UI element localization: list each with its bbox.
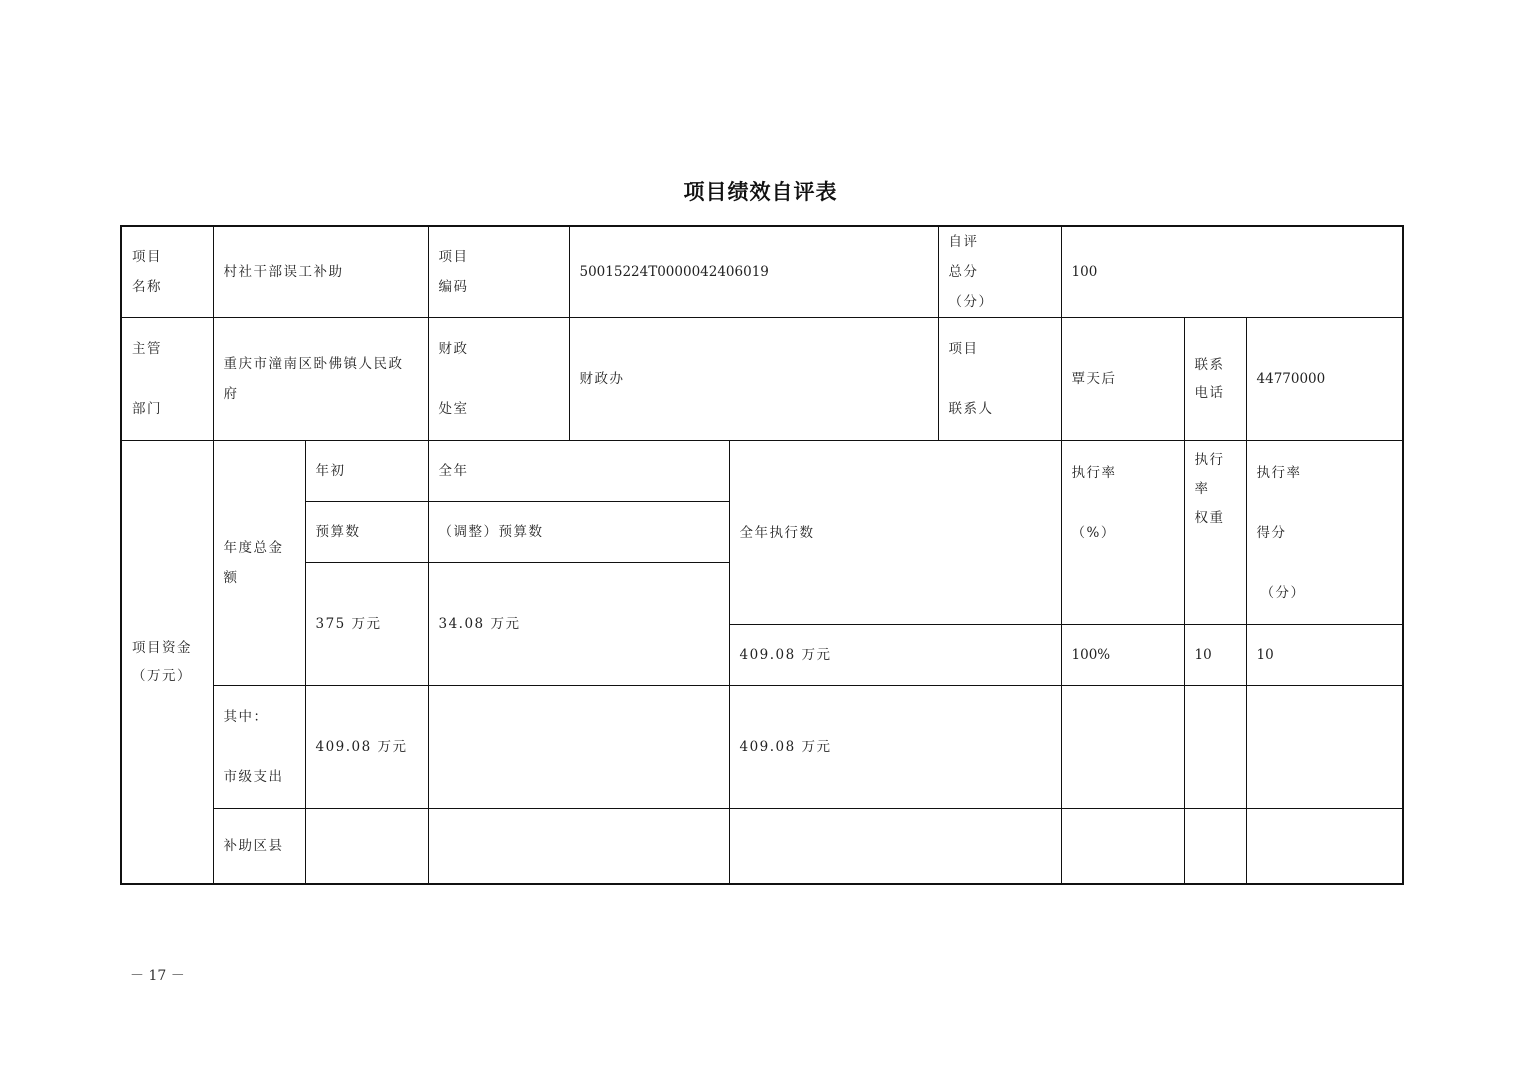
county-executed-cell xyxy=(729,809,1061,884)
weight-value: 10 xyxy=(1184,625,1246,686)
initial-budget-label-1: 年初 xyxy=(305,441,428,502)
department-label: 主管 部门 xyxy=(121,318,213,441)
phone-value: 44770000 xyxy=(1246,318,1403,441)
rate-score-value: 10 xyxy=(1246,625,1403,686)
executed-value: 409.08 万元 xyxy=(729,625,1061,686)
project-funds-label: 项目资金 （万元） xyxy=(121,441,213,884)
page-number: － 17 － xyxy=(130,968,185,984)
city-adjusted-value xyxy=(428,686,729,809)
city-expenditure-label: 其中： 市级支出 xyxy=(213,686,305,809)
county-adjusted-cell xyxy=(428,809,729,884)
table-row xyxy=(121,809,1403,884)
weight-label: 执行 率 权重 xyxy=(1184,441,1246,625)
contact-person-label: 项目 联系人 xyxy=(938,318,1061,441)
table-row xyxy=(121,226,1403,318)
initial-budget-value: 375 万元 xyxy=(305,563,428,686)
self-score-value: 100 xyxy=(1061,226,1403,318)
executed-label: 全年执行数 xyxy=(729,441,1061,625)
table-row xyxy=(121,318,1403,441)
city-initial-value: 409.08 万元 xyxy=(305,686,428,809)
document-title: 项目绩效自评表 xyxy=(683,179,838,204)
county-rate-cell xyxy=(1061,809,1184,884)
project-code-label: 项目 编码 xyxy=(428,226,569,318)
department-value: 重庆市潼南区卧佛镇人民政府 xyxy=(213,318,428,441)
annual-total-label: 年度总金额 xyxy=(213,441,305,686)
project-name-value: 村社干部误工补助 xyxy=(213,226,428,318)
county-subsidy-label: 补助区县 xyxy=(213,809,305,884)
county-initial-cell xyxy=(305,809,428,884)
city-rate-cell xyxy=(1061,686,1184,809)
phone-label: 联系 电话 xyxy=(1184,318,1246,441)
rate-score-label: 执行率 得分 （分） xyxy=(1246,441,1403,625)
finance-office-label: 财政 处室 xyxy=(428,318,569,441)
execution-rate-label: 执行率 （%） xyxy=(1061,441,1184,625)
adjusted-budget-label-2: （调整）预算数 xyxy=(428,502,729,563)
table-row xyxy=(121,441,1403,502)
county-score-cell xyxy=(1246,809,1403,884)
finance-office-value: 财政办 xyxy=(569,318,938,441)
contact-person-value: 覃天后 xyxy=(1061,318,1184,441)
self-score-label: 自评 总分 （分） xyxy=(938,226,1061,318)
adjusted-budget-label-1: 全年 xyxy=(428,441,729,502)
city-executed-value: 409.08 万元 xyxy=(729,686,1061,809)
table-row xyxy=(121,686,1403,809)
county-weight-cell xyxy=(1184,809,1246,884)
adjusted-budget-value: 34.08 万元 xyxy=(428,563,729,686)
project-name-label: 项目 名称 xyxy=(121,226,213,318)
self-evaluation-table xyxy=(120,225,1404,885)
initial-budget-label-2: 预算数 xyxy=(305,502,428,563)
project-code-value: 50015224T0000042406019 xyxy=(569,226,938,318)
city-weight-cell xyxy=(1184,686,1246,809)
execution-rate-value: 100% xyxy=(1061,625,1184,686)
city-score-cell xyxy=(1246,686,1403,809)
